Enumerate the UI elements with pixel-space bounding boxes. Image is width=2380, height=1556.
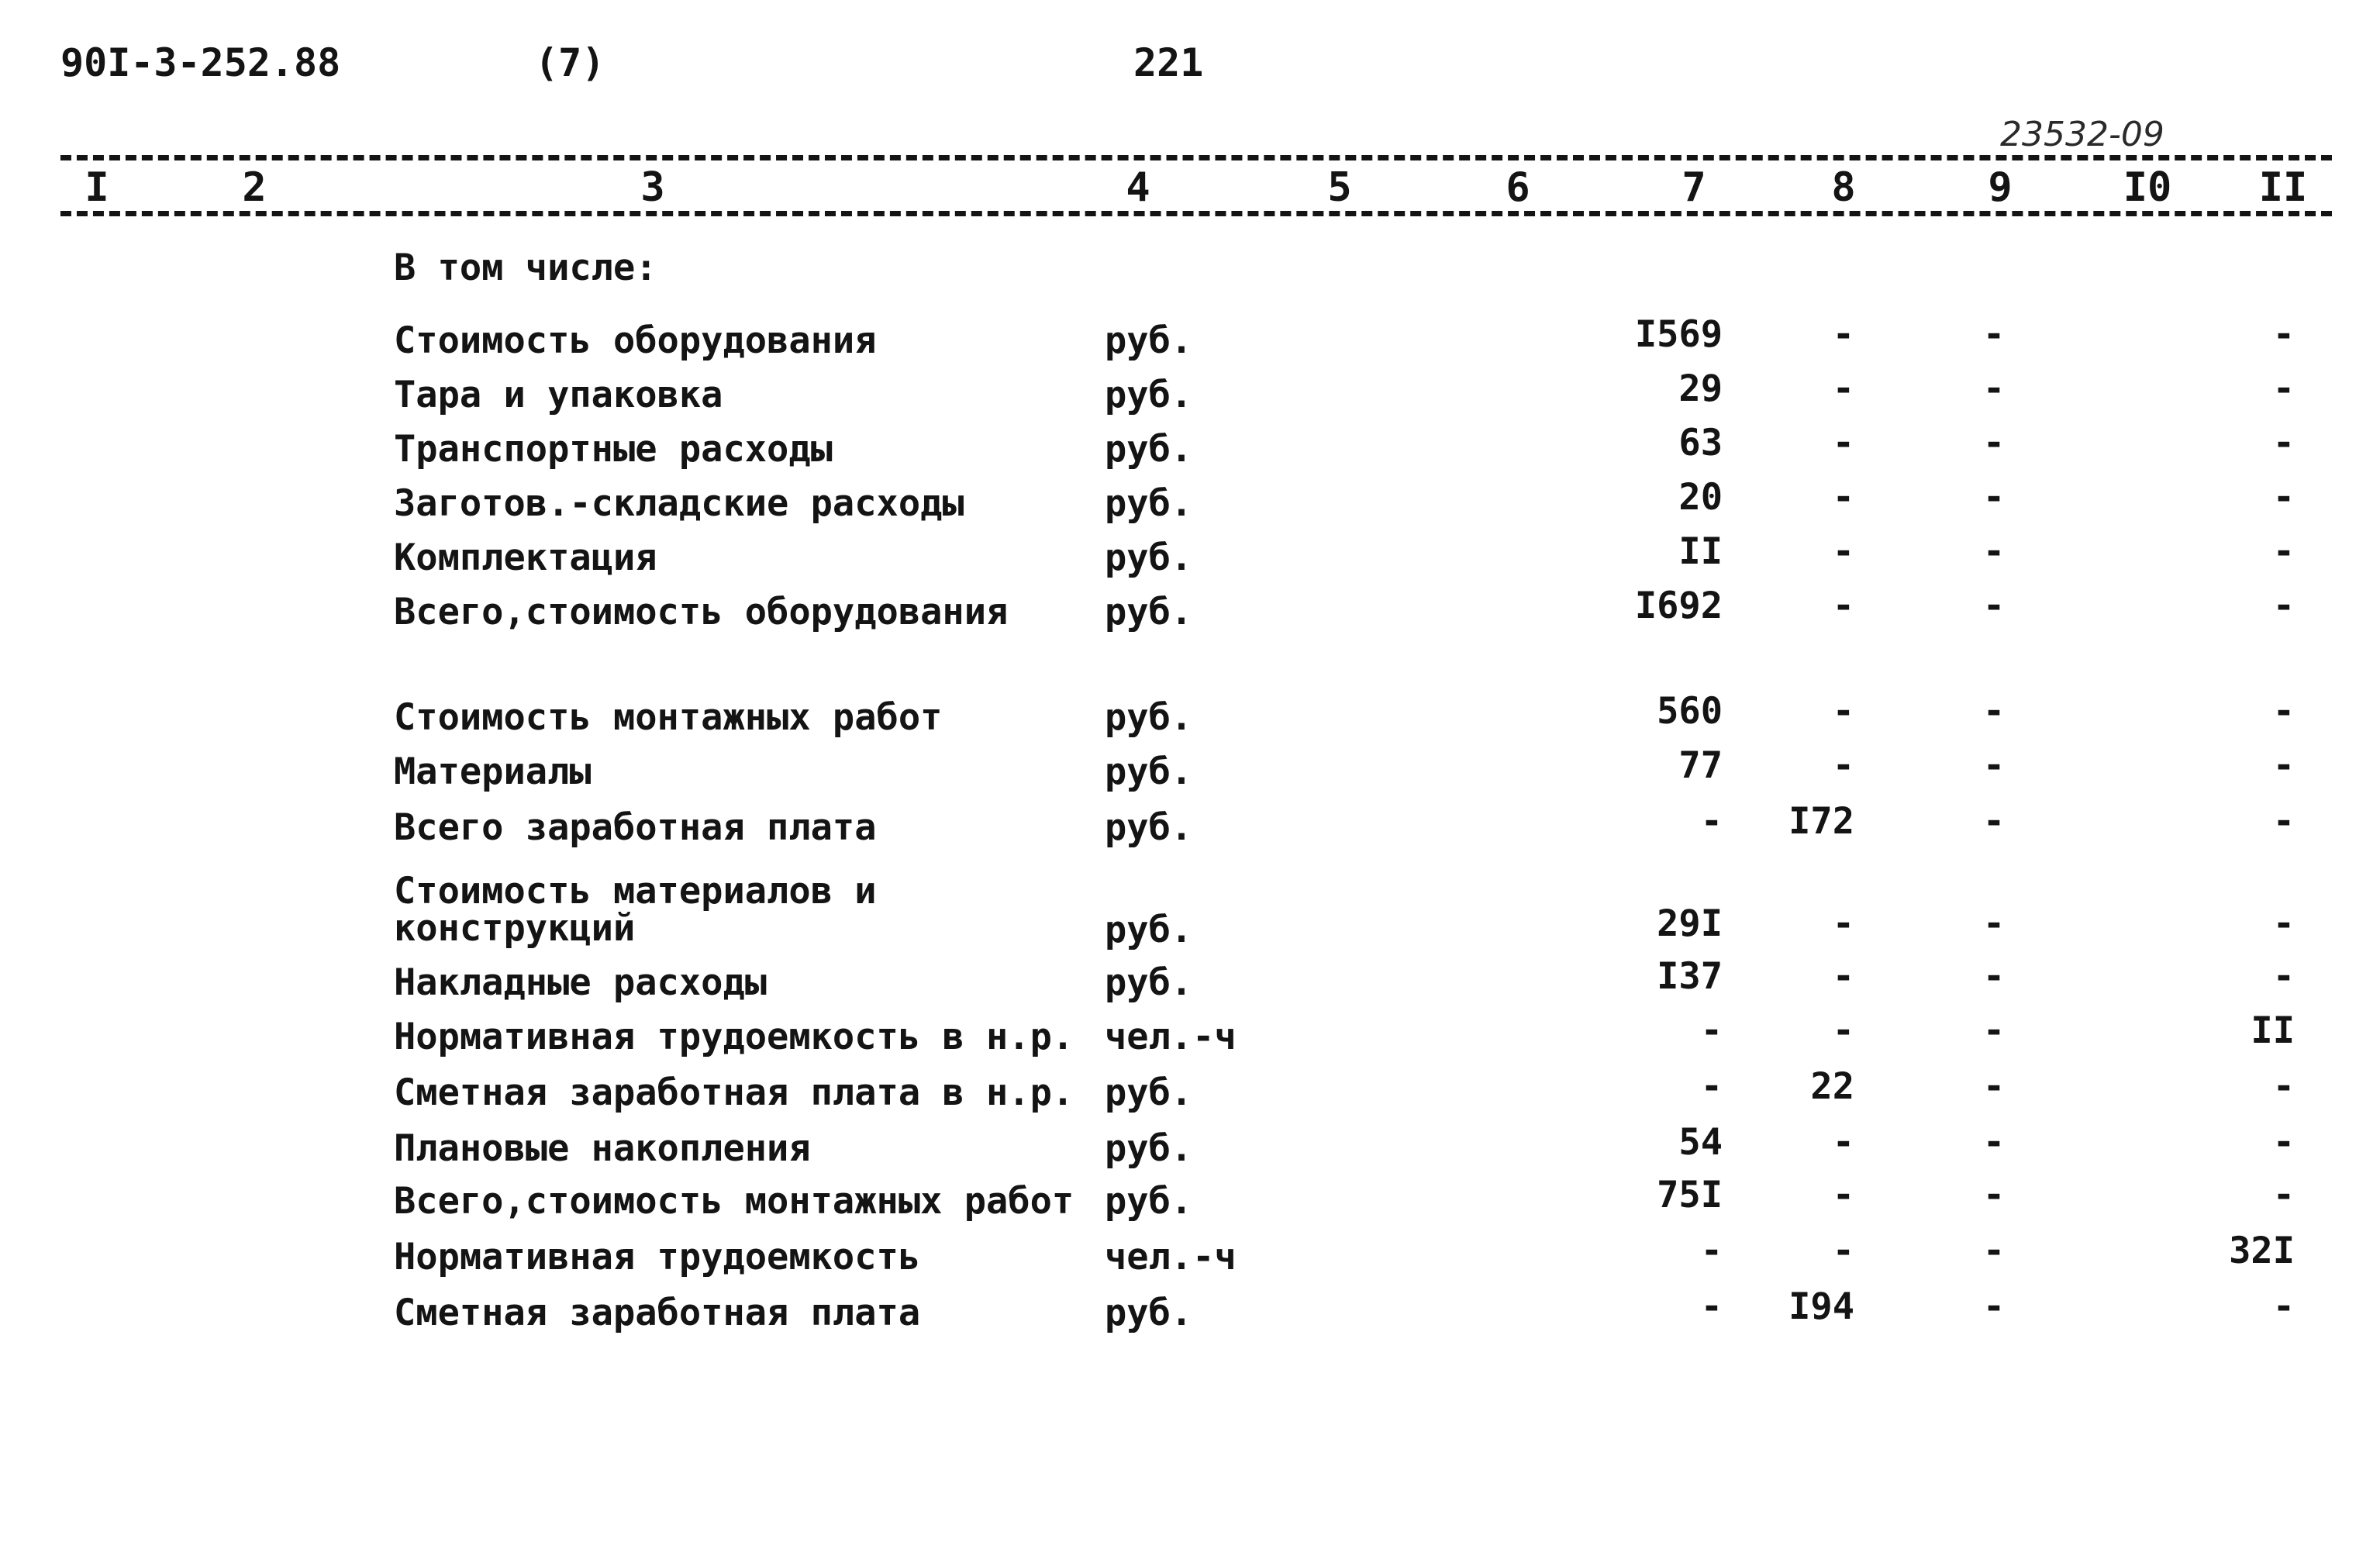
value-col-8: - [1832,476,1854,519]
column-number: 5 [1327,164,1352,211]
row-label: Тара и упаковка [394,374,723,416]
column-number: 8 [1831,164,1856,211]
value-col-9: - [1982,1174,2006,1216]
row-label: Всего заработная плата [394,806,877,849]
value-col-7: 77 [1678,744,1723,787]
row-label: Накладные расходы [394,961,767,1004]
part-number: (7) [535,40,605,85]
column-number: 9 [1988,164,2013,211]
column-number: 6 [1506,164,1530,211]
row-label: Нормативная трудоемкость [394,1236,921,1278]
row-unit: руб. [1105,319,1193,362]
value-col-8: - [1832,690,1854,733]
row-label: Заготов.-складские расходы [394,482,964,525]
value-col-9: - [1982,1009,2006,1052]
value-col-11: - [2272,422,2295,464]
value-col-9: - [1982,902,2006,945]
value-col-11: - [2272,800,2295,843]
value-col-8: - [1832,367,1854,410]
value-col-8: - [1832,422,1854,464]
row-label: Стоимость монтажных работ [394,696,943,739]
row-label: Транспортные расходы [394,428,833,471]
value-col-9: - [1982,800,2006,843]
value-col-9: - [1982,476,2006,519]
row-label: Всего,стоимость монтажных работ [394,1180,1074,1223]
row-label: Стоимость материалов и [394,870,877,913]
value-col-9: - [1982,1121,2006,1164]
value-col-11: - [2272,955,2295,998]
value-col-7: 560 [1657,690,1723,733]
value-col-9: - [1982,1285,2006,1328]
row-unit: руб. [1105,374,1193,416]
header-rule-top [60,155,2332,160]
value-col-8: - [1832,1009,1854,1052]
value-col-11: - [2272,902,2295,945]
value-col-7: - [1700,1065,1723,1108]
value-col-11: 32I [2229,1230,2295,1272]
value-col-7: II [1678,530,1723,573]
value-col-9: - [1982,585,2006,627]
value-col-7: I569 [1634,313,1723,356]
value-col-8: - [1832,313,1854,356]
row-label: Плановые накопления [394,1127,811,1170]
row-label: Нормативная трудоемкость в н.р. [394,1016,1074,1058]
row-unit: руб. [1105,536,1193,579]
value-col-8: - [1832,585,1854,627]
value-col-11: - [2272,367,2295,410]
value-col-8: - [1832,530,1854,573]
page-number: 221 [1133,40,1204,85]
value-col-7: 75I [1657,1174,1723,1216]
value-col-9: - [1982,744,2006,787]
row-unit: чел.-ч [1105,1016,1237,1058]
column-number: I0 [2123,164,2172,211]
value-col-8: - [1832,1174,1854,1216]
column-number: 2 [242,164,267,211]
value-col-11: - [2272,313,2295,356]
value-col-11: - [2272,530,2295,573]
value-col-11: - [2272,1174,2295,1216]
value-col-8: - [1832,955,1854,998]
column-number: I [85,164,109,211]
value-col-7: - [1700,1009,1723,1052]
handwritten-note: 23532-09 [2000,115,2164,154]
value-col-8: - [1832,902,1854,945]
column-number: 4 [1126,164,1150,211]
value-col-7: 20 [1678,476,1723,519]
intro-label: В том числе: [394,247,657,289]
row-label: Стоимость оборудования [394,319,877,362]
value-col-8: 22 [1810,1065,1854,1108]
value-col-11: - [2272,744,2295,787]
value-col-8: I94 [1788,1285,1854,1328]
value-col-11: - [2272,690,2295,733]
row-unit: руб. [1105,1180,1193,1223]
row-unit: руб. [1105,482,1193,525]
column-number: 7 [1682,164,1706,211]
value-col-7: - [1700,1285,1723,1328]
value-col-7: 63 [1678,422,1723,464]
value-col-9: - [1982,690,2006,733]
row-unit: руб. [1105,806,1193,849]
value-col-8: - [1832,744,1854,787]
row-unit: руб. [1105,1292,1193,1334]
row-unit: руб. [1105,1127,1193,1170]
value-col-8: - [1832,1230,1854,1272]
document-code: 90I-3-252.88 [60,40,341,85]
row-unit: руб. [1105,696,1193,739]
value-col-9: - [1982,1065,2006,1108]
row-label: Всего,стоимость оборудования [394,591,1009,633]
row-unit: руб. [1105,750,1193,793]
row-label: Комплектация [394,536,657,579]
value-col-9: - [1982,1230,2006,1272]
value-col-9: - [1982,530,2006,573]
value-col-7: I37 [1657,955,1723,998]
value-col-7: - [1700,1230,1723,1272]
value-col-7: 54 [1678,1121,1723,1164]
value-col-7: 29 [1678,367,1723,410]
row-label: Сметная заработная плата [394,1292,921,1334]
row-unit: чел.-ч [1105,1236,1237,1278]
row-unit: руб. [1105,428,1193,471]
value-col-7: I692 [1634,585,1723,627]
header-rule-bottom [60,211,2332,216]
value-col-11: - [2272,585,2295,627]
value-col-7: - [1700,800,1723,843]
value-col-11: - [2272,1285,2295,1328]
value-col-9: - [1982,422,2006,464]
value-col-7: 29I [1657,902,1723,945]
value-col-8: - [1832,1121,1854,1164]
column-number: 3 [640,164,665,211]
value-col-9: - [1982,367,2006,410]
row-label: Сметная заработная плата в н.р. [394,1071,1074,1114]
column-number: II [2258,164,2308,211]
value-col-9: - [1982,313,2006,356]
row-unit: руб. [1105,961,1193,1004]
value-col-11: - [2272,1065,2295,1108]
value-col-11: - [2272,1121,2295,1164]
row-unit: руб. [1105,909,1193,951]
value-col-9: - [1982,955,2006,998]
value-col-11: II [2251,1009,2295,1052]
row-unit: руб. [1105,591,1193,633]
row-unit: руб. [1105,1071,1193,1114]
value-col-8: I72 [1788,800,1854,843]
row-label-continued: конструкций [394,907,636,950]
value-col-11: - [2272,476,2295,519]
row-label: Материалы [394,750,592,793]
